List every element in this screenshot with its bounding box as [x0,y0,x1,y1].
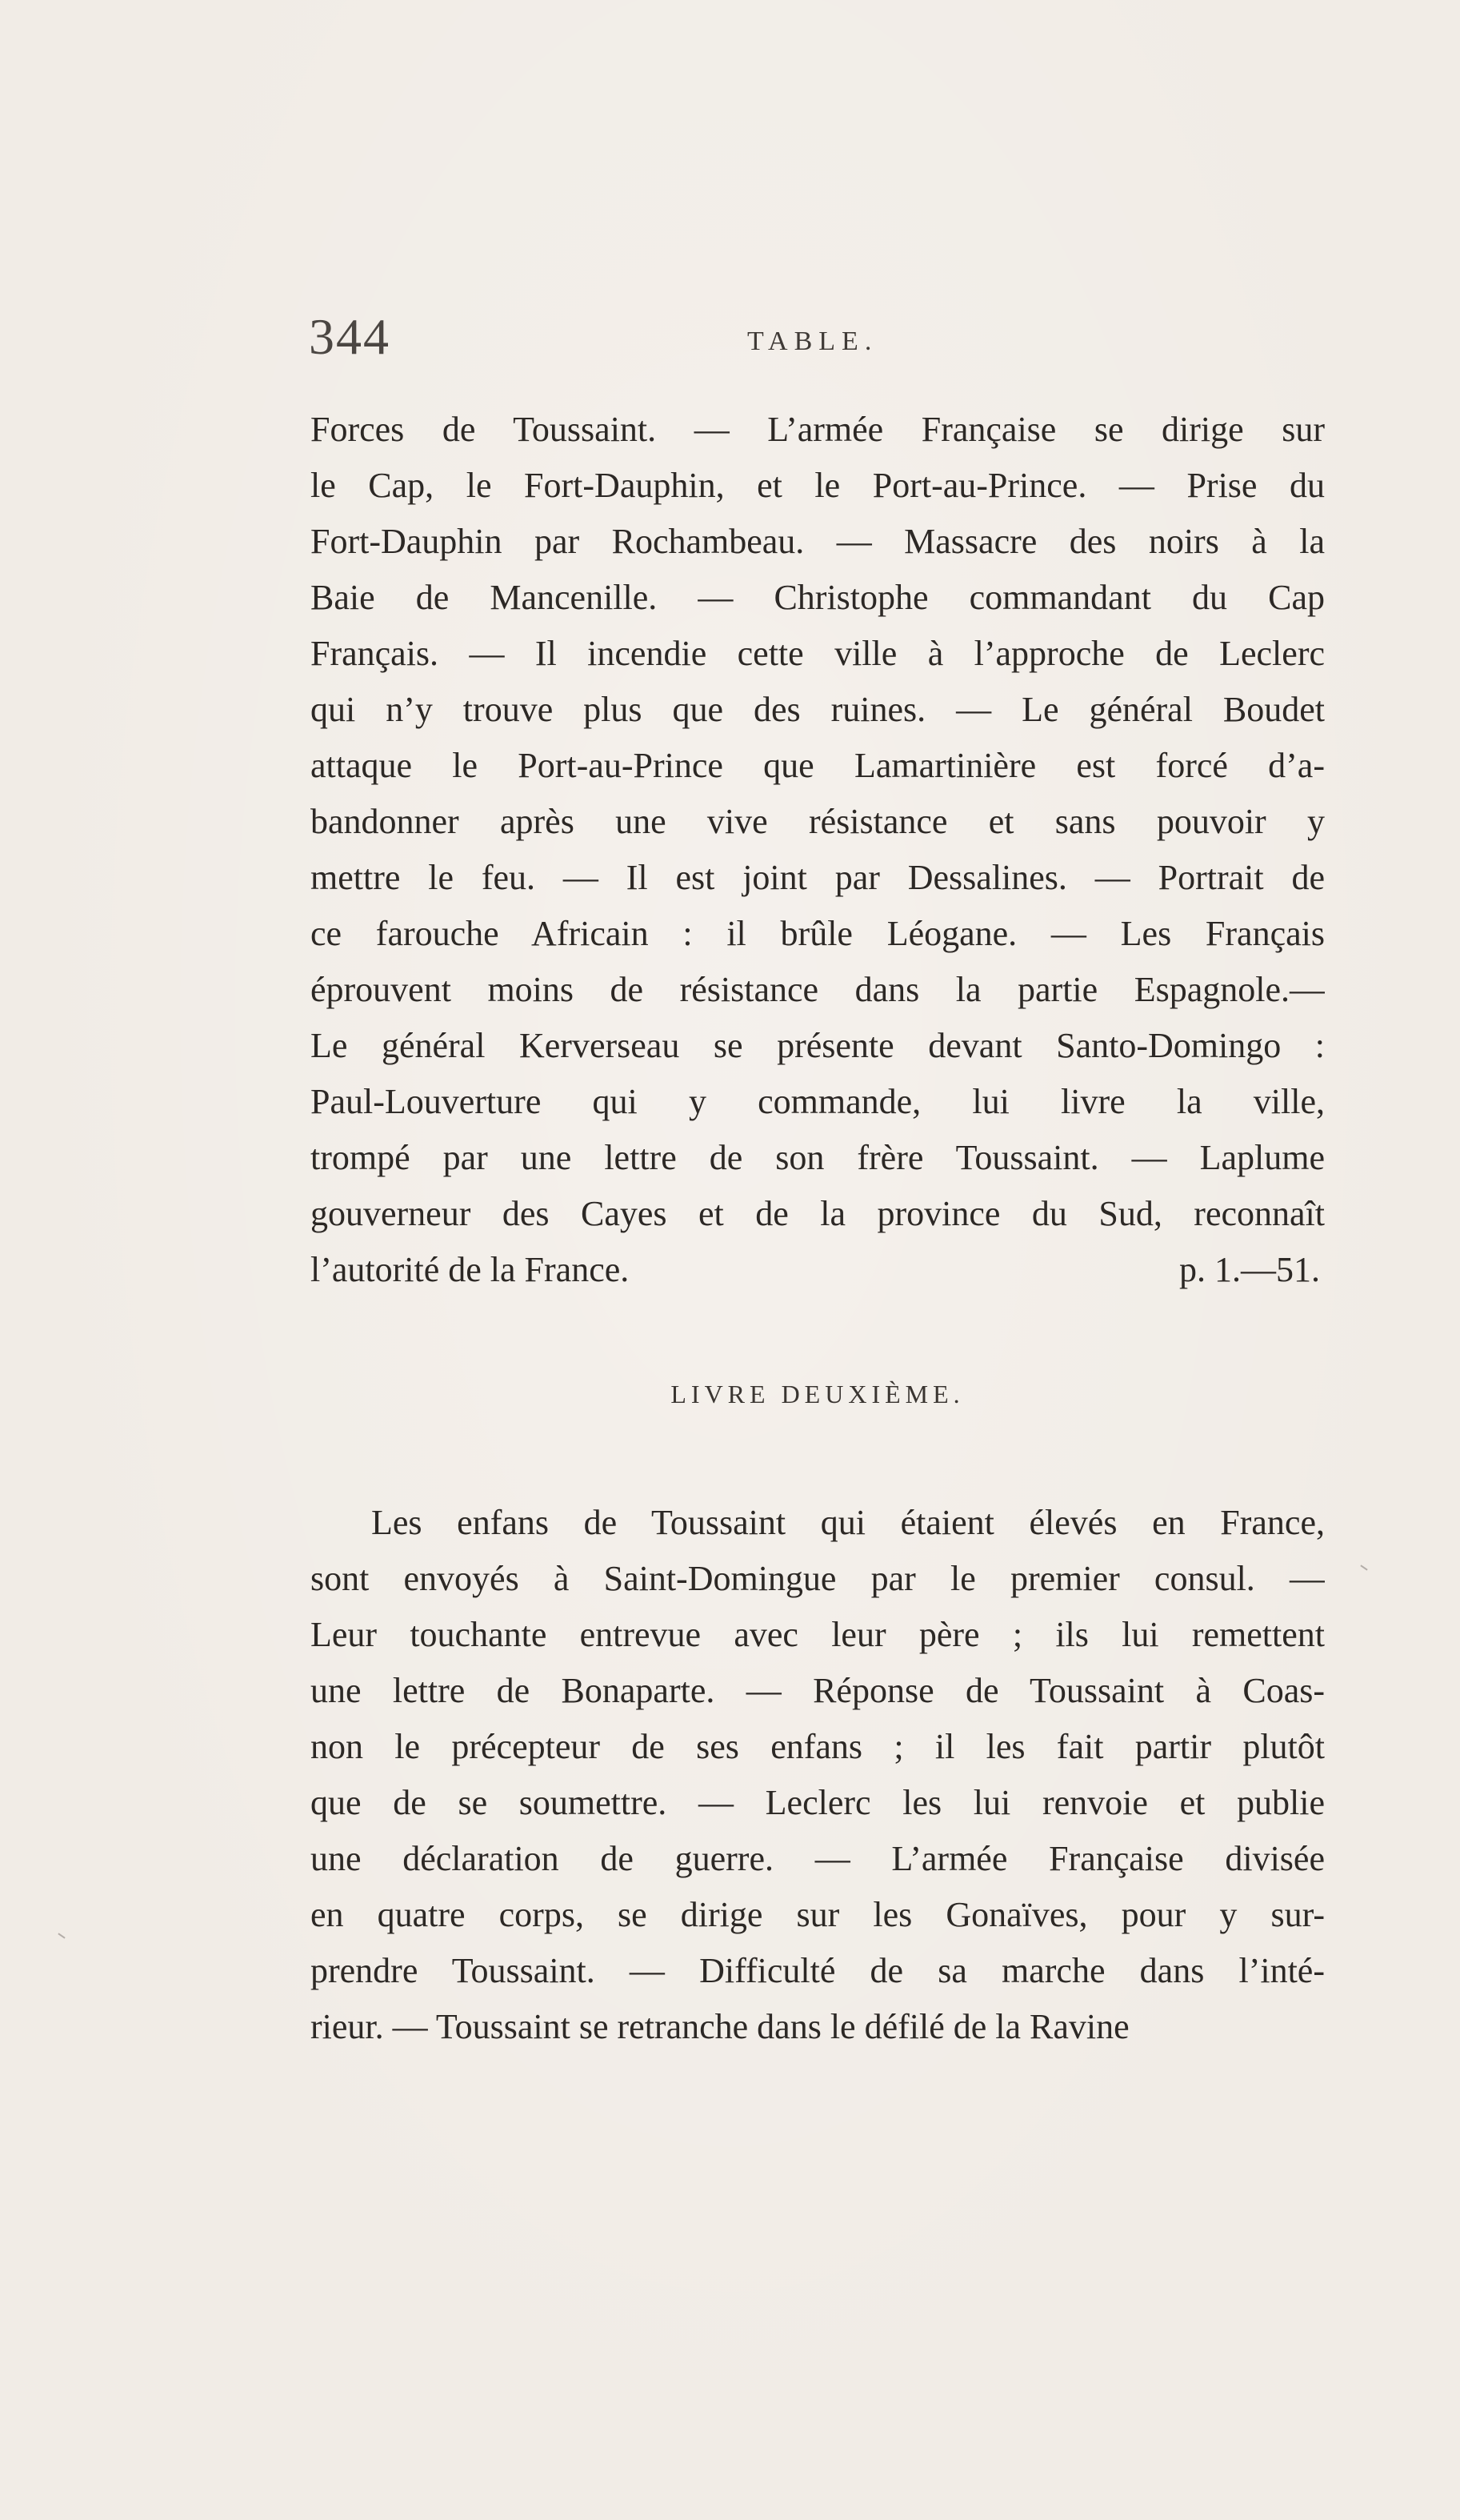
text-line: une déclaration de guerre. — L’armée Française divisée [310,1839,1325,1878]
text-line: ce farouche Africain : il brûle Léogane. — Les Français [310,914,1325,953]
text-line: une lettre de Bonaparte. — Réponse de Toussaint à Coas- [310,1671,1325,1710]
running-head: TABLE. [747,327,878,356]
text-line: sont envoyés à Saint-Domingue par le premier consul. — [310,1559,1325,1598]
text-line: en quatre corps, se dirige sur les Gonaïves, pour y sur- [310,1895,1325,1934]
text-line: bandonner après une vive résistance et sans pouvoir y [310,802,1325,841]
paper-mark [1360,1564,1367,1570]
text-line: gouverneur des Cayes et de la province du Sud, reconnaît [310,1194,1325,1233]
page-number: 344 [309,308,390,365]
text-line: le Cap, le Fort-Dauphin, et le Port-au-Prince. — Prise du [310,466,1325,505]
text-line: Paul-Louverture qui y commande, lui livre la ville, [310,1082,1325,1121]
text-line-content: l’autorité de la France. [310,1250,630,1289]
page-reference: p. 1.—51. [1179,1250,1320,1289]
section-title: LIVRE DEUXIÈME. [670,1380,965,1408]
summary-block-2 [310,1495,1325,2055]
text-line: Fort-Dauphin par Rochambeau. — Massacre des noirs à la [310,522,1325,561]
summary-block-1 [310,402,1325,1298]
text-line: Leur touchante entrevue avec leur père ; ils lui remettent [310,1615,1325,1654]
text-line: Le général Kerverseau se présente devant Santo-Domingo : [310,1026,1325,1065]
text-line: trompé par une lettre de son frère Toussaint. — Laplume [310,1138,1325,1177]
text-line: attaque le Port-au-Prince que Lamartinière est forcé d’a- [310,746,1325,785]
page-header [309,301,1349,389]
text-line: que de se soumettre. — Leclerc les lui renvoie et publie [310,1783,1325,1822]
text-line: prendre Toussaint. — Difficulté de sa marche dans l’inté- [310,1951,1325,1990]
text-line: rieur. — Toussaint se retranche dans le défilé de la Ravine [310,2007,1130,2046]
text-line: mettre le feu. — Il est joint par Dessalines. — Portrait de [310,858,1325,897]
text-line: Forces de Toussaint. — L’armée Française se dirige sur [310,410,1325,449]
text-line: Les enfans de Toussaint qui étaient élevés en France, [371,1503,1325,1542]
text-line-with-page-ref [310,1242,1325,1298]
text-line: non le précepteur de ses enfans ; il les fait partir plutôt [310,1727,1325,1766]
paper-mark [58,1933,65,1938]
text-line: Baie de Mancenille. — Christophe commandant du Cap [310,578,1325,617]
text-line: qui n’y trouve plus que des ruines. — Le général Boudet [310,690,1325,729]
text-line: éprouvent moins de résistance dans la partie Espagnole.— [310,970,1325,1009]
text-line: Français. — Il incendie cette ville à l’approche de Leclerc [310,634,1325,673]
